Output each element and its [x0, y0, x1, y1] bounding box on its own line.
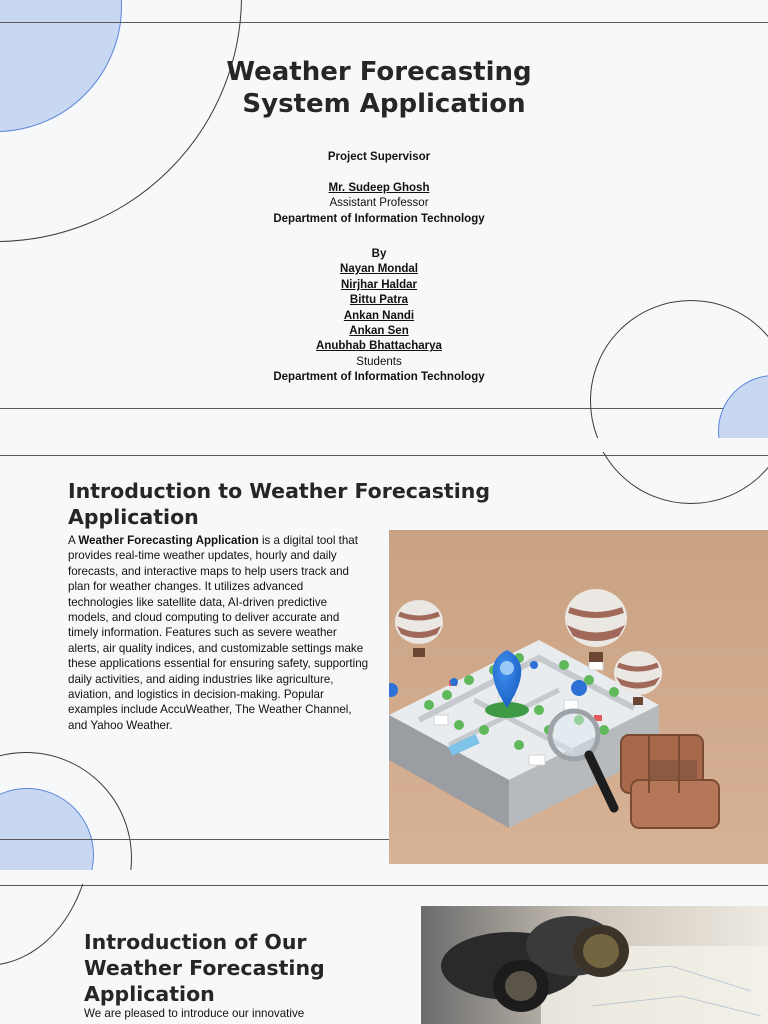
- section-heading: Introduction to Weather Forecasting Application: [68, 479, 491, 529]
- decorative-arc: [0, 884, 92, 966]
- supervisor-name: Mr. Sudeep Ghosh: [328, 181, 430, 194]
- title-line-1: Weather Forecasting: [226, 57, 532, 87]
- decorative-arc: [590, 452, 768, 504]
- divider-line: [0, 22, 768, 23]
- supervisor-role: Assistant Professor: [329, 197, 429, 210]
- supervisor-heading: Project Supervisor: [327, 151, 431, 163]
- intro-slide: [0, 452, 768, 870]
- students-department: Department of Information Technology: [273, 371, 485, 384]
- divider-line: [0, 885, 768, 886]
- paragraph-body: is a digital tool that provides real-time weather updates, hourly and daily forecasts, and interactive maps to help users track and plan for weather changes. It utilizes advanced technologies like satellite data, AI-driven predictive models, and cloud computing to deliver accurate and timely information. Features such as severe weather alerts, air quality indices, and customizable settings make these applications essential for ensuring safety, supporting daily activities, and aiding industries like agriculture, aviation, and logistics in decision-making. Popular examples include AccuWeather, The Weather Channel, and Yahoo Weather.: [68, 534, 369, 732]
- student-name: Nirjhar Haldar: [340, 278, 418, 291]
- students-label: Students: [356, 355, 402, 368]
- supervisor-block: [0, 150, 758, 227]
- by-label: By: [371, 248, 387, 260]
- intro-paragraph: [68, 533, 370, 733]
- city-map-illustration: [389, 530, 768, 864]
- student-name: Nayan Mondal: [340, 263, 418, 276]
- intro-paragraph: We are pleased to introduce our innovative: [84, 1007, 305, 1020]
- title-line-2: System Application: [242, 89, 526, 119]
- student-name: Bittu Patra: [349, 294, 409, 307]
- presentation-title: [0, 56, 768, 120]
- section-heading: Introduction of Our Weather Forecasting Application: [84, 930, 325, 1006]
- paragraph-article: A: [68, 534, 79, 547]
- our-app-slide: [0, 884, 768, 1024]
- student-name: Anubhab Bhattacharya: [316, 340, 442, 353]
- students-block: [0, 247, 758, 386]
- student-name: Ankan Sen: [349, 325, 409, 338]
- student-name: Ankan Nandi: [343, 309, 415, 322]
- title-slide: [0, 0, 768, 438]
- paragraph-bold-term: Weather Forecasting Application: [78, 534, 259, 547]
- supervisor-department: Department of Information Technology: [273, 212, 485, 225]
- binoculars-photo: [421, 906, 768, 1024]
